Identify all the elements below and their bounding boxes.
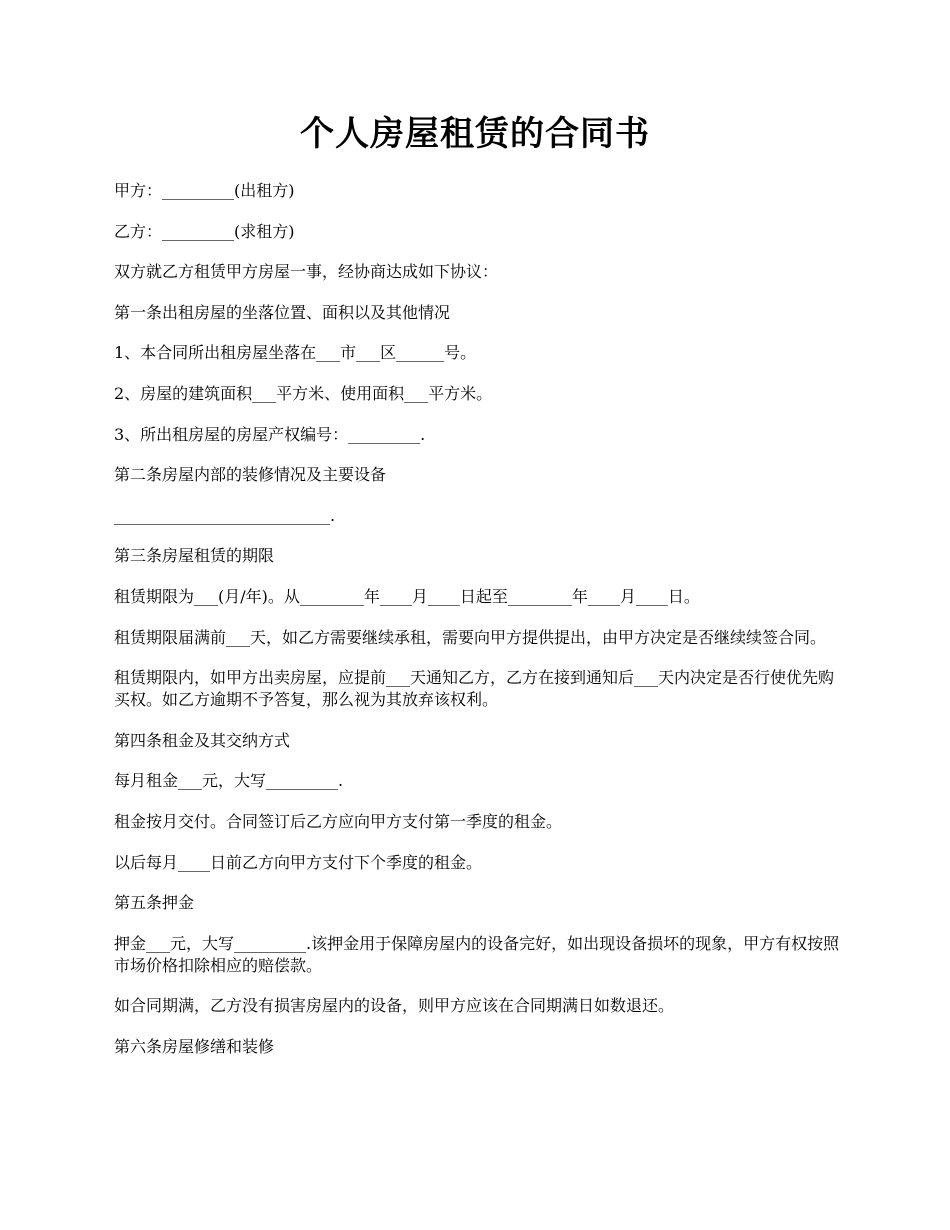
- article-1-item-3: 3、所出租房屋的房屋产权编号：_________.: [114, 424, 426, 444]
- document-title: 个人房屋租赁的合同书: [300, 114, 650, 154]
- article-1-item-1: 1、本合同所出租房屋坐落在___市___区______号。: [114, 343, 477, 363]
- article-2-heading: 第二条房屋内部的装修情况及主要设备: [114, 465, 387, 485]
- article-6-heading: 第六条房屋修缮和装修: [114, 1036, 275, 1056]
- article-4-subsequent-payment: 以后每月____日前乙方向甲方支付下个季度的租金。: [114, 852, 483, 872]
- article-5-heading: 第五条押金: [114, 893, 195, 913]
- document-body: [114, 180, 840, 1076]
- article-4-heading: 第四条租金及其交纳方式: [114, 730, 291, 750]
- agreement-intro: 双方就乙方租赁甲方房屋一事，经协商达成如下协议：: [114, 262, 499, 282]
- article-2-blank-line: ___________________________.: [114, 505, 336, 525]
- article-3-preemption: 租赁期限内，如甲方出卖房屋，应提前___天通知乙方，乙方在接到通知后___天内决定是否行使优先购买权。如乙方逾期不予答复，那么视为其放弃该权利。: [114, 668, 835, 710]
- article-4-payment-terms: 租金按月交付。合同签订后乙方应向甲方支付第一季度的租金。: [114, 811, 563, 831]
- article-3-renewal: 租赁期限届满前___天，如乙方需要继续承租，需要向甲方提供提出，由甲方决定是否继续续签合同。: [114, 627, 827, 647]
- article-5-refund: 如合同期满，乙方没有损害房屋内的设备，则甲方应该在合同期满日如数退还。: [114, 996, 675, 1016]
- article-3-heading: 第三条房屋租赁的期限: [114, 546, 275, 566]
- article-3-term: 租赁期限为___(月/年)。从________年____月____日起至________年____月____日。: [114, 586, 700, 606]
- article-1-heading: 第一条出租房屋的坐落位置、面积以及其他情况: [114, 302, 451, 322]
- party-a-line: 甲方：_________(出租方): [114, 181, 295, 200]
- party-b-line: 乙方：_________(求租方): [114, 221, 295, 241]
- article-5-deposit: 押金___元，大写_________.该押金用于保障房屋内的设备完好，如出现设备损坏的现象，甲方有权按照市场价格扣除相应的赔偿款。: [114, 933, 840, 975]
- article-1-item-2: 2、房屋的建筑面积___平方米、使用面积___平方米。: [114, 383, 493, 403]
- article-4-monthly-rent: 每月租金___元，大写_________.: [114, 771, 344, 791]
